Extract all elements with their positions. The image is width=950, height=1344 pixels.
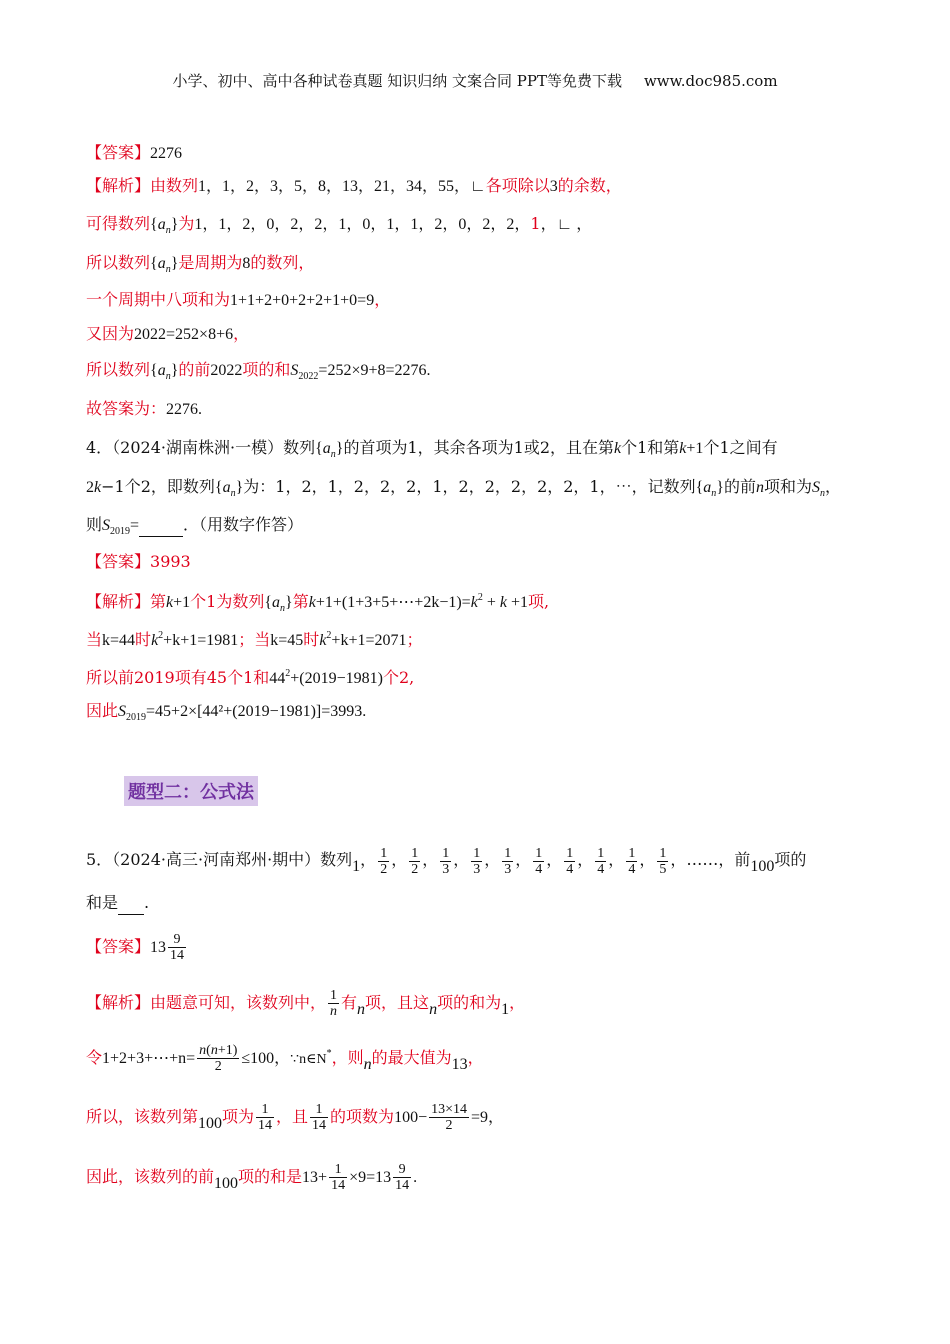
math: * — [326, 1048, 332, 1059]
q4-stem-line2 — [86, 476, 841, 505]
math-frac-n-n1: $\frac{n(n+1)}{2}$ — [199, 1043, 238, 1074]
text: 个2, — [382, 668, 415, 687]
math: 2022=252×8+6 — [134, 326, 234, 343]
answer-blank — [118, 892, 144, 915]
math: 13 — [150, 939, 167, 956]
math: . — [413, 1169, 418, 1186]
text: 所以数列 — [86, 360, 151, 379]
text: 为 — [178, 214, 195, 233]
math: +1 — [173, 594, 191, 611]
text: 各项除以 — [485, 176, 550, 195]
text: 项的和是 — [238, 1167, 303, 1186]
math: 8 — [242, 255, 251, 272]
text: 1 — [530, 214, 541, 233]
text: 一个周期中八项和为 — [86, 290, 231, 309]
math-S2019: $S_{2019}$ — [118, 703, 147, 723]
q3-analysis-line6 — [86, 359, 431, 388]
text: 可得数列 — [86, 214, 151, 233]
text: 的首项为1，其余各项为1或2，且在第 — [343, 438, 614, 457]
math: = — [130, 517, 140, 534]
text: ；当 — [238, 630, 271, 649]
text: 所以数列 — [86, 253, 151, 272]
math: =9， — [471, 1109, 505, 1126]
math-S2022: $S_{2022}$ — [290, 362, 319, 382]
math: 1+1+2+0+2+2+1+0=9 — [230, 292, 375, 309]
q5-analysis-line3 — [86, 1102, 504, 1135]
math-frac-13x14-2: $\frac{13\times 14}{2}$ — [431, 1102, 467, 1133]
q4-answer — [86, 551, 191, 573]
text: −1个2，即数列 — [101, 477, 215, 496]
math-frac-1-14: $\frac{1}{14}$ — [312, 1102, 327, 1133]
text: 和是 — [86, 893, 119, 912]
math: +k+1=2071 — [331, 632, 407, 649]
q5-stem-line2 — [86, 892, 149, 915]
text: 令 — [86, 1048, 103, 1067]
math: 100 — [750, 858, 775, 876]
text: 时 — [303, 630, 320, 649]
math: =45+2×[44²+(2019−1981)]=3993. — [146, 703, 367, 720]
answer-label: 【答案】 — [86, 937, 151, 956]
math-seq: 1， $\frac{1}{2}$ ， $\frac{1}{2}$ ， $\frac{1}{3}$ ， $\frac{1}{3}$ ， $\frac{1}{3}$ ， $\frac{1}{4}$ ， $\frac{1}{4}$ ， $\frac{1}{4}$ ， $\frac{1}{4}$ ， $\frac{1}{5}$ — [352, 846, 667, 877]
page-header — [0, 70, 950, 91]
text: 的余数， — [557, 176, 622, 195]
numerator: 9 — [173, 932, 181, 947]
header-url: www.doc985.com — [643, 72, 778, 90]
section-title: 题型二：公式法 — [124, 776, 258, 806]
text: ， — [233, 324, 250, 343]
q5-analysis-line2 — [86, 1043, 484, 1076]
math: ∵n∈N — [290, 1052, 327, 1067]
text: 的数列， — [250, 253, 315, 272]
text: ， — [374, 290, 391, 309]
text: 则 — [86, 515, 103, 534]
text: ； — [406, 630, 423, 649]
math: 1，1，2，3，5，8，13，21，34，55，∟ — [198, 178, 486, 195]
q5-analysis-line1 — [86, 988, 525, 1021]
text: 因此，该数列的前 — [86, 1167, 215, 1186]
q4-stem-line1 — [86, 437, 778, 466]
math: ×9=13 — [349, 1169, 392, 1186]
text: 的前 — [178, 360, 211, 379]
q4-stem-line3 — [86, 514, 303, 543]
text: 项，且这 — [365, 993, 430, 1012]
math-seq-an: $\{a_n\}$ — [264, 594, 293, 614]
text: 由题意可知，该数列中， — [150, 993, 327, 1012]
math: 13+ — [302, 1169, 328, 1186]
math-k2: $k^2$ — [319, 630, 332, 649]
math: 13 — [451, 1056, 468, 1073]
q5-stem-line1 — [86, 846, 806, 878]
math-S2019: $S_{2019}$ — [102, 517, 131, 537]
q3-analysis-line5 — [86, 323, 249, 346]
analysis-label: 【解析】 — [86, 592, 151, 611]
math: k=44 — [102, 632, 136, 649]
math: 100− — [394, 1109, 428, 1126]
answer-blank — [139, 514, 183, 537]
math-k2k1: $k^2 + k +1$ — [470, 592, 528, 611]
math-n: n — [429, 1001, 438, 1018]
q4-analysis-line1 — [86, 587, 549, 620]
q5-answer — [86, 932, 188, 963]
text: . — [144, 893, 150, 912]
q3-final — [86, 398, 202, 421]
text: 项的 — [774, 850, 807, 870]
answer-label: 【答案】 — [86, 143, 151, 162]
math: . — [426, 362, 431, 379]
text: ．（用数字作答） — [183, 515, 304, 534]
text: 项, — [527, 592, 550, 611]
text: ， — [467, 1048, 484, 1067]
q5-analysis-line4 — [86, 1162, 417, 1195]
math-Sn: $S_n$， — [812, 479, 842, 499]
math-seq-an: $\{a_n\}$ — [214, 479, 244, 499]
text: 的前 — [723, 477, 756, 496]
text: 有 — [341, 993, 358, 1012]
math-n: n — [756, 479, 764, 496]
q3-answer — [86, 142, 182, 165]
math-k: k — [166, 594, 174, 611]
text: 第 — [150, 592, 167, 611]
math: +1 — [686, 440, 704, 457]
math: +k+1=1981 — [163, 632, 239, 649]
text: 个1为数列 — [190, 592, 265, 611]
text: 的最大值为 — [371, 1048, 452, 1067]
math: . — [198, 401, 203, 418]
q4-analysis-line4 — [86, 700, 366, 729]
math: =252×9+8=2276 — [318, 362, 427, 379]
text: 因此 — [86, 701, 119, 720]
math-frac-1-14: $\frac{1}{14}$ — [258, 1102, 273, 1133]
math-k: k — [94, 479, 102, 496]
math-k: k — [614, 440, 622, 457]
text: 的项数为 — [330, 1107, 395, 1126]
math: 1，1，2，0，2，2，1，0，1，1，2，0，2，2， — [194, 216, 531, 233]
answer-value: 2276 — [150, 145, 183, 162]
math: 2022 — [210, 362, 243, 379]
text: 当 — [86, 630, 103, 649]
text: 个1之间有 — [703, 438, 778, 457]
text: 4．（2024·湖南株洲·一模）数列 — [86, 438, 316, 457]
math: k=45 — [270, 632, 304, 649]
text: 个1和第 — [621, 438, 680, 457]
text: 5．（2024·高三·河南郑州·期中）数列 — [86, 850, 353, 870]
text: 所以，该数列第 — [86, 1107, 199, 1126]
q3-analysis-line4 — [86, 289, 390, 312]
math-n: n — [363, 1056, 372, 1073]
math: 1 — [501, 1001, 510, 1018]
text: 项的和为 — [437, 993, 502, 1012]
answer-label: 【答案】 — [86, 552, 151, 571]
math-44sq: $44^2$ — [269, 668, 291, 687]
math-k2: $k^2$ — [151, 630, 164, 649]
answer-value: 3993 — [150, 552, 191, 571]
math-k: k — [679, 440, 687, 457]
math: 1+2+3+⋯+n= — [102, 1050, 196, 1067]
text: ，则 — [331, 1048, 364, 1067]
text: 所以前2019项有45个1和 — [86, 668, 270, 687]
math-seq-an: $\{a_n\}$ — [150, 216, 179, 236]
text: 项的和 — [242, 360, 291, 379]
math: ，∟ ， — [540, 216, 593, 233]
answer-fraction — [168, 932, 186, 963]
math-seq-an: $\{a_n\}$ — [315, 440, 344, 460]
math: 2 — [86, 479, 94, 496]
math-seq-an: $\{a_n\}$ — [695, 479, 724, 499]
math: +(2019−1981) — [290, 670, 383, 687]
text: 第 — [292, 592, 309, 611]
q4-analysis-line2 — [86, 625, 423, 652]
math: 2276 — [166, 401, 199, 418]
text: 时 — [135, 630, 152, 649]
analysis-label: 【解析】 — [86, 993, 151, 1012]
q4-analysis-line3 — [86, 663, 414, 690]
text: ，……，前 — [670, 850, 751, 870]
math-seq-an: $\{a_n\}$ — [150, 362, 179, 382]
text: 项和为 — [764, 477, 813, 496]
math: 100 — [214, 1175, 239, 1192]
math: 3 — [549, 178, 558, 195]
text: 是周期为 — [178, 253, 243, 272]
text: ， — [509, 993, 526, 1012]
text: 由数列 — [150, 176, 199, 195]
header-text: 小学、初中、高中各种试卷真题 知识归纳 文案合同 PPT等免费下载 — [172, 72, 622, 90]
text: 故答案为： — [86, 399, 167, 418]
math-frac-1-n: $\frac{1}{n}$ — [330, 988, 338, 1019]
math: 100 — [198, 1115, 223, 1132]
math-seq-an: $\{a_n\}$ — [150, 255, 179, 275]
text: ，且 — [276, 1107, 309, 1126]
text: 为：1，2，1，2，2，2，1，2，2，2，2，2，1，⋯，记数列 — [243, 477, 696, 496]
math-k: k — [308, 594, 316, 611]
text: 又因为 — [86, 324, 135, 343]
text: 项为 — [222, 1107, 255, 1126]
denominator: 14 — [170, 948, 185, 963]
q3-analysis-line1 — [86, 175, 622, 198]
math-frac-1-14: $\frac{1}{14}$ — [331, 1162, 346, 1193]
math: ≤100， — [241, 1050, 291, 1067]
math-n: n — [357, 1001, 366, 1018]
math-frac-9-14: $\frac{9}{14}$ — [395, 1162, 410, 1193]
analysis-label: 【解析】 — [86, 176, 151, 195]
q3-analysis-line2 — [86, 213, 592, 242]
math: +1+(1+3+5+⋯+2k−1)= — [315, 594, 471, 611]
q3-analysis-line3 — [86, 252, 314, 281]
